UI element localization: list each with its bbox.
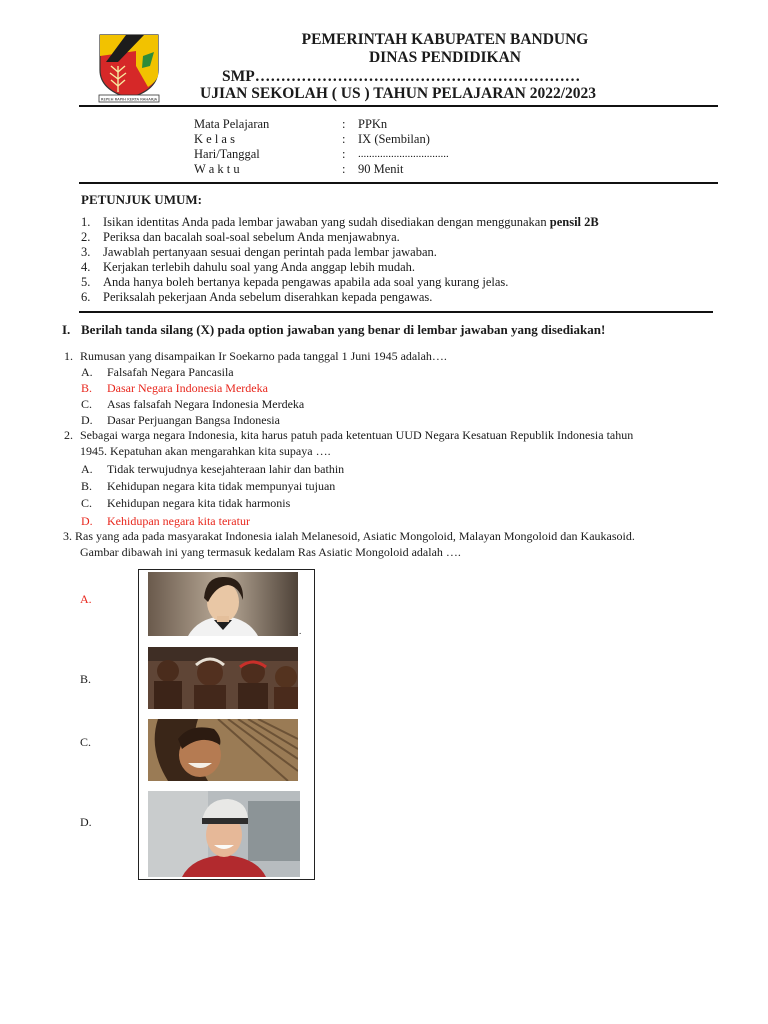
instruction-item <box>81 230 400 245</box>
option-3b-letter[interactable]: B. <box>80 672 92 686</box>
option-1d[interactable] <box>81 412 280 428</box>
instruction-text: Anda hanya boleh bertanya kepada pengawas apabila ada soal yang kurang jelas. <box>103 275 509 289</box>
info-value: ................................. <box>358 148 449 160</box>
question-2-continued: 1945. Kepatuhan akan mengarahkan kita supaya …. <box>80 444 331 458</box>
question-1 <box>64 349 447 364</box>
option-3b-photo[interactable] <box>148 647 298 709</box>
option-2b[interactable] <box>81 478 335 494</box>
instruction-number: 1. <box>81 215 91 229</box>
info-divider <box>79 182 718 184</box>
instruction-text: Kerjakan terlebih dahulu soal yang Anda anggap lebih mudah. <box>103 260 416 274</box>
option-1c[interactable] <box>81 396 304 412</box>
section-heading <box>62 322 605 338</box>
option-1a[interactable] <box>81 364 234 380</box>
option-text: Tidak terwujudnya kesejahteraan lahir dan bathin <box>107 462 345 476</box>
option-1b[interactable] <box>81 380 268 396</box>
instruction-item <box>81 215 599 230</box>
option-letter: C. <box>81 397 93 411</box>
instruction-number: 5. <box>81 275 91 289</box>
instruction-item <box>81 260 415 275</box>
info-label: K e l a s <box>194 132 235 146</box>
instruction-number: 6. <box>81 290 91 304</box>
section-number: I. <box>62 322 71 337</box>
instruction-text: Periksalah pekerjaan Anda sebelum diserahkan kepada pengawas. <box>103 290 433 304</box>
svg-text:REPEH RAPIH KERTA RAHARJA: REPEH RAPIH KERTA RAHARJA <box>100 96 158 102</box>
header-divider <box>79 105 718 107</box>
option-3d-letter[interactable]: D. <box>80 815 92 829</box>
header-department: DINAS PENDIDIKAN <box>368 49 521 66</box>
option-3a-photo[interactable] <box>148 572 298 636</box>
instruction-number: 3. <box>81 245 91 259</box>
instruction-item <box>81 245 437 260</box>
option-letter: B. <box>81 479 93 493</box>
option-letter: C. <box>81 496 93 510</box>
question-3 <box>63 529 635 544</box>
info-separator: : <box>342 117 346 131</box>
option-3c-photo[interactable] <box>148 719 298 781</box>
instruction-text: Periksa dan bacalah soal-soal sebelum Anda menjawabnya. <box>103 230 400 244</box>
instruction-item <box>81 290 432 305</box>
header-exam-title: UJIAN SEKOLAH ( US ) TAHUN PELAJARAN 2022/2023 <box>200 85 596 102</box>
info-separator: : <box>342 132 346 146</box>
option-2c[interactable] <box>81 495 290 511</box>
instruction-item <box>81 275 508 290</box>
option-2d[interactable] <box>81 513 250 529</box>
section-title: Berilah tanda silang (X) pada option jawaban yang benar di lembar jawaban yang disediakan! <box>81 322 606 337</box>
question-3-continued: Gambar dibawah ini yang termasuk kedalam Ras Asiatic Mongoloid adalah …. <box>80 545 461 559</box>
question-text: Ras yang ada pada masyarakat Indonesia ialah Melanesoid, Asiatic Mongoloid, Malayan Mongoloid dan Kaukasoid. <box>75 529 635 543</box>
option-3a-letter[interactable]: A. <box>80 592 92 606</box>
option-text: Dasar Negara Indonesia Merdeka <box>107 381 268 395</box>
option-letter: A. <box>81 365 93 379</box>
question-number: 3. <box>63 529 72 543</box>
option-letter: A. <box>81 462 93 476</box>
instruction-text: Jawablah pertanyaan sesuai dengan perintah pada lembar jawaban. <box>103 245 437 259</box>
info-label: W a k t u <box>194 162 240 176</box>
header-government: PEMERINTAH KABUPATEN BANDUNG <box>301 31 589 48</box>
info-separator: : <box>342 147 346 161</box>
header-school: SMP……………………………………………………… <box>222 68 581 85</box>
question-2 <box>64 428 633 443</box>
instruction-bold: pensil 2B <box>549 215 599 229</box>
option-letter: D. <box>81 514 93 528</box>
instructions-divider <box>79 311 713 313</box>
option-text: Dasar Perjuangan Bangsa Indonesia <box>107 413 280 427</box>
option-text: Asas falsafah Negara Indonesia Merdeka <box>107 397 305 411</box>
info-label: Hari/Tanggal <box>194 147 260 161</box>
question-text: Rumusan yang disampaikan Ir Soekarno pada tanggal 1 Juni 1945 adalah…. <box>80 349 447 363</box>
option-text: Kehidupan negara kita tidak harmonis <box>107 496 291 510</box>
option-text: Kehidupan negara kita tidak mempunyai tujuan <box>107 479 336 493</box>
question-number: 1. <box>64 349 73 363</box>
question-number: 2. <box>64 428 73 442</box>
option-text: Falsafah Negara Pancasila <box>107 365 234 379</box>
instruction-text: Isikan identitas Anda pada lembar jawaban yang sudah disediakan dengan menggunakan <box>103 215 550 229</box>
kabupaten-bandung-logo <box>96 32 162 104</box>
instructions-title: PETUNJUK UMUM: <box>81 192 202 207</box>
option-letter: B. <box>81 381 93 395</box>
question-text: Sebagai warga negara Indonesia, kita harus patuh pada ketentuan UUD Negara Kesatuan Republik Indonesia tahun <box>80 428 634 442</box>
option-3d-photo[interactable] <box>148 791 300 877</box>
info-value: IX (Sembilan) <box>358 132 430 146</box>
info-separator: : <box>342 162 346 176</box>
instruction-number: 4. <box>81 260 91 274</box>
info-value: PPKn <box>358 117 388 131</box>
option-3c-letter[interactable]: C. <box>80 735 92 749</box>
option-letter: D. <box>81 413 93 427</box>
photo-a-mark: . <box>299 626 302 636</box>
instruction-number: 2. <box>81 230 91 244</box>
option-2a[interactable] <box>81 461 344 477</box>
info-value: 90 Menit <box>358 162 404 176</box>
option-text: Kehidupan negara kita teratur <box>107 514 250 528</box>
info-label: Mata Pelajaran <box>194 117 270 131</box>
